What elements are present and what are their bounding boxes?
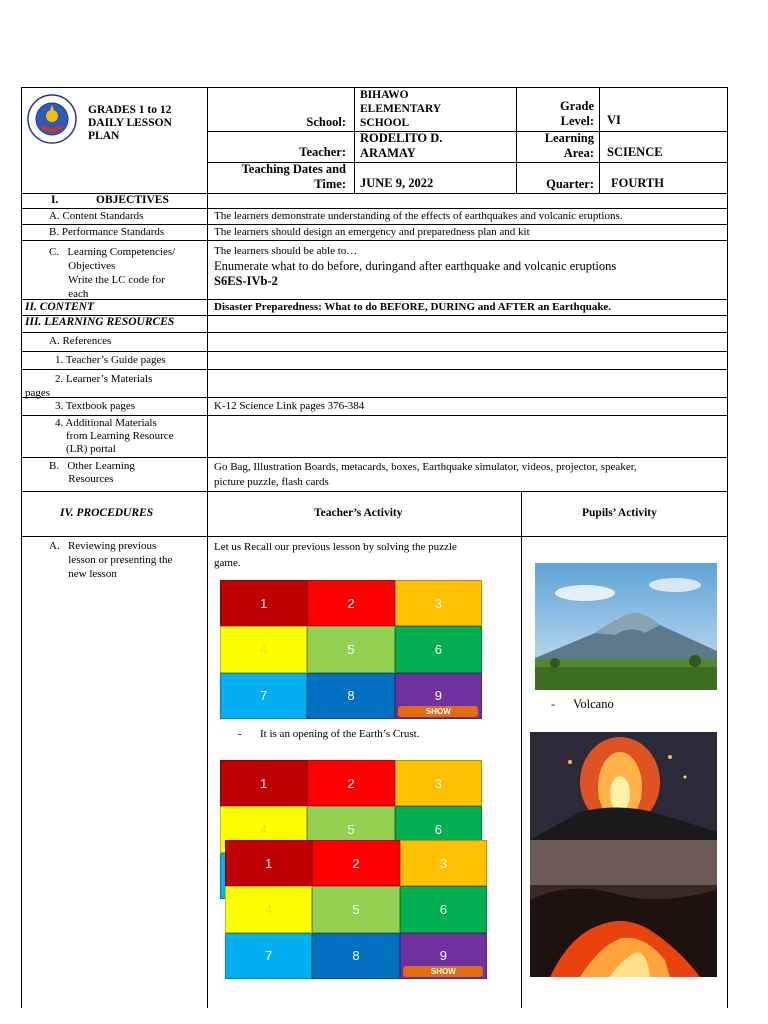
volcano-photo <box>535 563 717 690</box>
show-button[interactable]: SHOW <box>403 966 483 977</box>
puzzle-tile-number: 3 <box>434 775 442 791</box>
puzzle-tile-number: 6 <box>434 821 442 837</box>
puzzle-tile-number: 5 <box>352 901 360 917</box>
puzzle-tile-4[interactable] <box>225 886 312 932</box>
puzzle-tile-number: 3 <box>434 595 442 611</box>
lava-flow-photo <box>530 840 717 977</box>
performance-standards-label: B. Performance Standards <box>49 226 165 238</box>
competencies-label: C. Learning Competencies/ Objectives Write the LC code for each <box>49 246 176 300</box>
puzzle-tile-number: 6 <box>439 901 447 917</box>
pupils-activity-header: Pupils’ Activity <box>582 507 657 519</box>
table-border-right <box>727 87 728 1008</box>
puzzle-tile-5[interactable] <box>312 886 399 932</box>
learners-materials-label: 2. Learner’s Materials pages <box>25 373 153 399</box>
puzzle-tile-2[interactable] <box>307 580 394 626</box>
grade-label: Grade Level: <box>559 99 594 128</box>
puzzle-tile-2[interactable] <box>312 840 399 886</box>
clue-text: It is an opening of the Earth’s Crust. <box>260 728 420 740</box>
puzzle-tile-7[interactable] <box>225 933 312 979</box>
puzzle-tile-number: 5 <box>347 641 355 657</box>
other-resources-label: B. Other Learning Resources <box>49 460 135 485</box>
puzzle-tile-6[interactable] <box>400 886 487 932</box>
puzzle-tile-1[interactable] <box>225 840 312 886</box>
puzzle-tile-7[interactable] <box>220 673 307 719</box>
textbook-value: K-12 Science Link pages 376-384 <box>214 400 365 412</box>
objectives-number: I. <box>51 194 59 206</box>
puzzle-tile-number: 7 <box>260 688 268 704</box>
puzzle-tile-number: 4 <box>265 901 273 917</box>
plan-title: GRADES 1 to 12 DAILY LESSON PLAN <box>88 104 172 142</box>
competencies-intro: The learners should be able to… <box>214 245 358 257</box>
school-label: School: <box>306 115 346 129</box>
puzzle-tile-3[interactable] <box>400 840 487 886</box>
puzzle-tile-1[interactable] <box>220 760 307 806</box>
area-value: SCIENCE <box>607 145 663 159</box>
puzzle-tile-4[interactable] <box>220 626 307 672</box>
puzzle-tile-2[interactable] <box>307 760 394 806</box>
puzzle-tile-9[interactable] <box>400 933 487 979</box>
additional-materials-label: 4. Additional Materials from Learning Resource (LR) portal <box>55 417 174 455</box>
teacher-label: Teacher: <box>299 145 346 159</box>
puzzle-tile-8[interactable] <box>307 673 394 719</box>
deped-seal-icon <box>27 94 77 144</box>
reviewing-label: A. Reviewing previous lesson or presenting the new lesson <box>49 540 173 580</box>
lc-code: S6ES-IVb-2 <box>214 274 278 288</box>
puzzle-tile-number: 9 <box>439 948 447 964</box>
recall-intro: Let us Recall our previous lesson by solving the puzzle game. <box>214 541 457 569</box>
puzzle-tile-number: 4 <box>260 821 268 837</box>
performance-standards-value: The learners should design an emergency and preparedness plan and kit <box>214 226 530 238</box>
eruption-photo <box>530 732 717 840</box>
puzzle-tile-5[interactable] <box>307 626 394 672</box>
puzzle-tile-6[interactable] <box>395 626 482 672</box>
teachers-guide-label: 1. Teacher’s Guide pages <box>55 354 166 366</box>
quarter-value: FOURTH <box>611 176 665 190</box>
puzzle-tile-number: 7 <box>265 948 273 964</box>
puzzle-tile-number: 2 <box>347 775 355 791</box>
answer-text: Volcano <box>573 697 614 711</box>
puzzle-tile-number: 4 <box>260 641 268 657</box>
puzzle-tile-number: 2 <box>347 595 355 611</box>
puzzle-grid-3[interactable] <box>225 840 487 979</box>
dates-label: Teaching Dates and Time: <box>241 162 346 191</box>
puzzle-tile-number: 1 <box>260 775 268 791</box>
puzzle-tile-number: 5 <box>347 821 355 837</box>
procedures-label: IV. PROCEDURES <box>60 507 154 519</box>
resources-label: III. LEARNING RESOURCES <box>25 316 175 328</box>
puzzle-tile-8[interactable] <box>312 933 399 979</box>
puzzle-tile-number: 2 <box>352 855 360 871</box>
puzzle-tile-3[interactable] <box>395 760 482 806</box>
teacher-activity-header: Teacher’s Activity <box>314 507 403 519</box>
puzzle-grid-1[interactable] <box>220 580 482 719</box>
textbook-label: 3. Textbook pages <box>55 400 135 412</box>
puzzle-tile-number: 3 <box>439 855 447 871</box>
puzzle-tile-number: 1 <box>260 595 268 611</box>
area-label: Learning Area: <box>544 131 594 160</box>
answer-dash: - <box>551 697 555 711</box>
school-value: BIHAWO ELEMENTARY SCHOOL <box>360 89 442 129</box>
references-label: A. References <box>49 335 112 347</box>
quarter-label: Quarter: <box>546 177 594 191</box>
content-standards-value: The learners demonstrate understanding of the effects of earthquakes and volcanic eruptions. <box>214 210 623 222</box>
puzzle-tile-3[interactable] <box>395 580 482 626</box>
puzzle-tile-number: 6 <box>434 641 442 657</box>
content-label: II. CONTENT <box>25 301 95 313</box>
puzzle-tile-1[interactable] <box>220 580 307 626</box>
objectives-heading: OBJECTIVES <box>96 194 169 206</box>
puzzle-tile-number: 9 <box>434 688 442 704</box>
puzzle-tile-number: 8 <box>352 948 360 964</box>
content-value: Disaster Preparedness: What to do BEFORE, DURING and AFTER an Earthquake. <box>214 301 612 313</box>
dates-value: JUNE 9, 2022 <box>360 176 434 190</box>
puzzle-tile-number: 1 <box>265 855 273 871</box>
grade-value: VI <box>607 113 621 127</box>
other-resources-value: Go Bag, Illustration Boards, metacards, boxes, Earthquake simulator, videos, projector, speaker, picture puzzle, flash cards <box>214 461 637 488</box>
show-button[interactable]: SHOW <box>398 706 478 717</box>
table-border-left <box>21 87 22 1008</box>
competencies-objective: Enumerate what to do before, duringand after earthquake and volcanic eruptions <box>214 259 617 273</box>
puzzle-tile-9[interactable] <box>395 673 482 719</box>
clue-bullet: - <box>238 728 242 740</box>
content-standards-label: A. Content Standards <box>49 210 144 222</box>
puzzle-tile-number: 8 <box>347 688 355 704</box>
teacher-value: RODELITO D. ARAMAY <box>360 131 443 160</box>
